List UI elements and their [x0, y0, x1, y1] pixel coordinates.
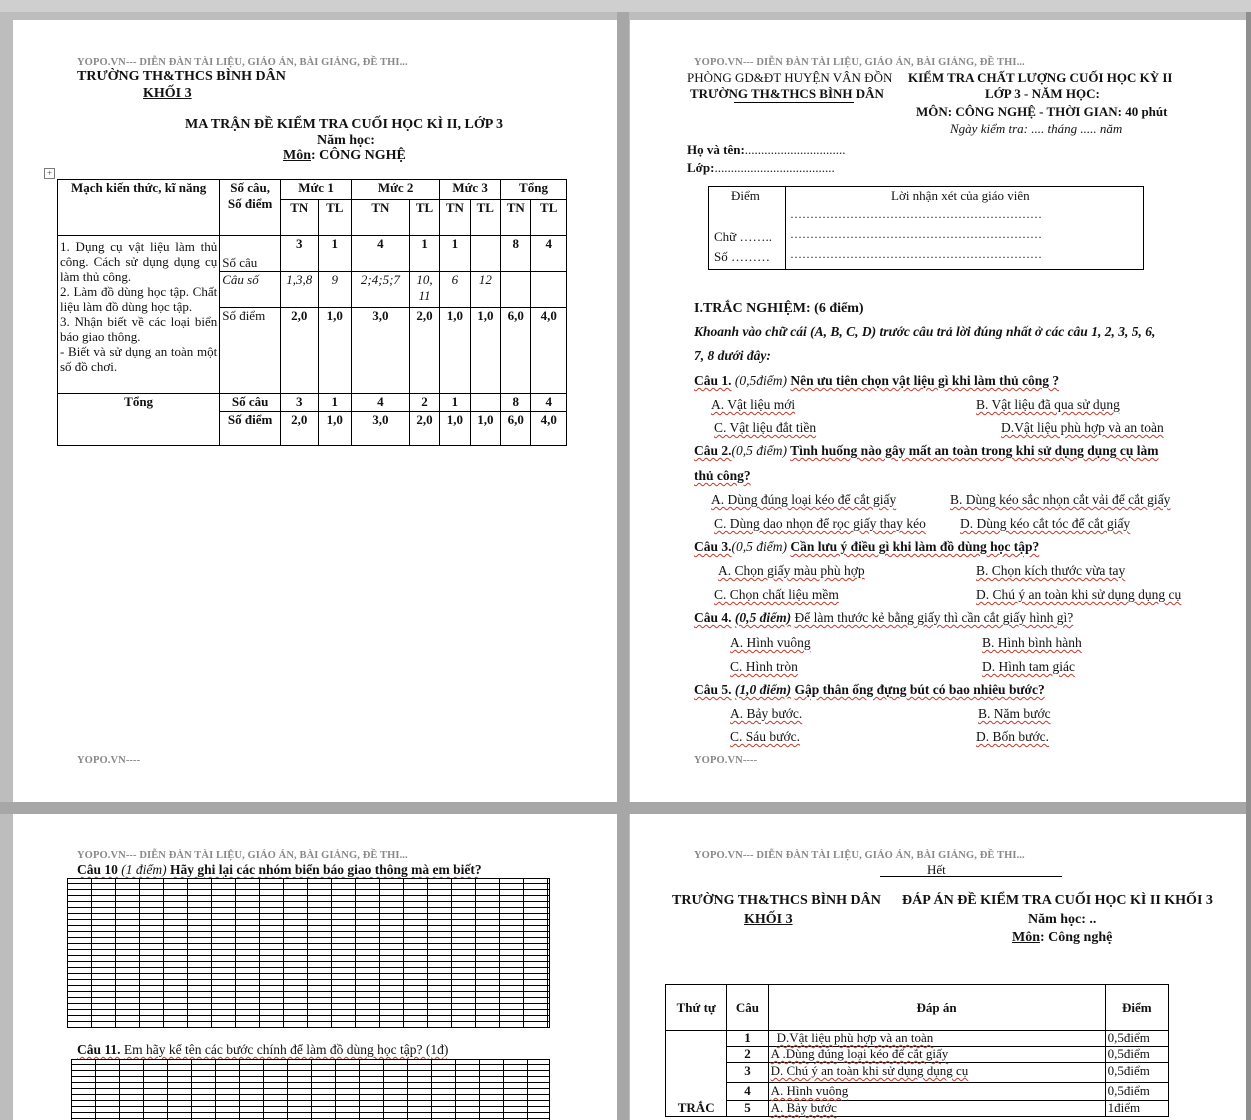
row-label: Số điểm — [220, 412, 281, 446]
option: D. Dùng kéo cắt tóc để cắt giấy — [960, 516, 1131, 531]
knowledge-item: 2. Làm đồ dùng học tập. Chất liệu làm đồ dùng học tập. — [60, 284, 218, 314]
score-words: Chữ …….. — [714, 229, 772, 244]
subject-line — [283, 148, 406, 164]
section-cell — [666, 1031, 727, 1117]
level-header: Mức 3 — [440, 180, 501, 200]
option: D.Vật liệu phù hợp và an toàn — [1001, 420, 1164, 435]
knowledge-item: 1. Dụng cụ vật liệu làm thủ công. Cách sử dụng dụng cụ làm thủ công. — [60, 239, 218, 284]
knowledge-item: 3. Nhận biết về các loại biển báo giao thông. — [60, 314, 218, 344]
school-year: Năm học: — [317, 133, 375, 148]
subject-label: Môn — [1012, 930, 1040, 945]
sub-header: TN — [281, 200, 319, 236]
option: C. Hình tròn — [730, 659, 798, 674]
option: A. Bảy bước. — [730, 706, 803, 721]
q-points: (1,0 điểm) — [734, 682, 792, 697]
cell: 8 — [501, 394, 531, 412]
school-name: TRƯỜNG TH&THCS BÌNH DÂN — [672, 893, 881, 908]
question-1 — [694, 373, 1059, 389]
comment-line: ……………………………………………………… — [790, 247, 1042, 261]
option: B. Dùng kéo sắc nhọn cắt vải để cắt giấy — [950, 492, 1171, 507]
sub-header: TL — [318, 200, 351, 236]
option: C. Vật liệu đắt tiền — [714, 420, 817, 435]
subject-line — [1012, 930, 1112, 946]
page-2 — [630, 20, 1246, 802]
subject-value: : CÔNG NGHỆ — [311, 148, 406, 163]
cell: 3 — [281, 236, 319, 272]
page-gap-horizontal — [0, 802, 1251, 814]
answer-text: D.Vật liệu phù hợp và an toàn — [768, 1031, 1105, 1047]
answer-num: 3 — [727, 1063, 768, 1083]
score-number: Số ……… — [714, 249, 770, 264]
cell: 2,0 — [281, 308, 319, 394]
cell: 1,0 — [470, 308, 500, 394]
question-5 — [694, 682, 1045, 698]
option: B. Chọn kích thước vừa tay — [976, 563, 1126, 578]
cell: 8 — [501, 236, 531, 272]
cell: 1 — [440, 236, 470, 272]
col-header: Thứ tự — [666, 985, 727, 1031]
answer-num: 1 — [727, 1031, 768, 1047]
option: A. Chọn giấy màu phù hợp — [718, 563, 865, 578]
question-11 — [77, 1042, 448, 1058]
cell: 2,0 — [409, 308, 439, 394]
answer-grid[interactable] — [71, 1059, 550, 1120]
option: D. Hình tam giác — [982, 659, 1075, 674]
row-label: Số điểm — [220, 308, 281, 394]
q-label: Câu 5. — [694, 682, 732, 697]
answer-title: ĐÁP ÁN ĐỀ KIỂM TRA CUỐI HỌC KÌ II KHỐI 3 — [902, 893, 1213, 908]
sub-header: TL — [409, 200, 439, 236]
col-header: Điểm — [1105, 985, 1168, 1031]
q-points: (0,5điểm) — [734, 373, 787, 388]
cell: 6,0 — [501, 308, 531, 394]
q-text: Để làm thước kẻ bằng giấy thì cần cắt giấy hình gì? — [794, 610, 1074, 625]
row-label: Số câu — [220, 236, 281, 272]
answer-grid[interactable] — [67, 878, 550, 1028]
answer-points: 0,5điểm — [1105, 1083, 1168, 1101]
right-edge — [1246, 12, 1251, 1120]
sub-header: TN — [352, 200, 410, 236]
level-header: Tổng — [501, 180, 567, 200]
department: PHÒNG GD&ĐT HUYỆN VÂN ĐỒN — [687, 70, 893, 85]
cell: 3,0 — [352, 308, 410, 394]
answer-text: D. Chú ý an toàn khi sử dụng dụng cụ — [768, 1063, 1105, 1083]
exam-date: Ngày kiểm tra: .... tháng ..... năm — [950, 121, 1123, 136]
q-points: (0,5 điểm) — [731, 539, 787, 554]
q-label: Câu 1. — [694, 373, 732, 388]
col-count: Số câu, Số điểm — [220, 180, 281, 236]
question-4 — [694, 610, 1073, 626]
grade-label: KHỐI 3 — [744, 912, 793, 927]
cell: 1 — [409, 236, 439, 272]
q-label: Câu 3. — [694, 539, 732, 554]
answer-num: 5 — [727, 1101, 768, 1117]
name-line — [687, 142, 846, 158]
answer-points: 0,5điểm — [1105, 1031, 1168, 1047]
subject-value: : Công nghệ — [1040, 930, 1113, 945]
cell: 1 — [318, 394, 351, 412]
page-footer: YOPO.VN---- — [77, 755, 141, 766]
cell: 1,0 — [470, 412, 500, 446]
page-header: YOPO.VN--- DIỄN ĐÀN TÀI LIỆU, GIÁO ÁN, BÀI GIẢNG, ĐỀ THI... — [694, 850, 1025, 861]
total-label: Tổng — [58, 394, 220, 446]
matrix-table — [57, 179, 567, 446]
level-header: Mức 1 — [281, 180, 352, 200]
option: C. Dùng dao nhọn để rọc giấy thay kéo — [714, 516, 926, 531]
end-marker: Hết — [927, 862, 946, 877]
q-points: (1 điểm) — [121, 862, 167, 877]
cell: 4,0 — [531, 308, 567, 394]
answer-num: 4 — [727, 1083, 768, 1101]
cell: 1 — [440, 394, 470, 412]
cell: 4,0 — [531, 412, 567, 446]
school-name: TRƯỜNG TH&THCS BÌNH DÂN — [77, 69, 286, 84]
exam-subject: MÔN: CÔNG NGHỆ - THỜI GIAN: 40 phút — [916, 104, 1168, 119]
score-box — [708, 186, 1144, 270]
answer-text: A .Dùng đúng loại kéo để cắt giấy — [768, 1047, 1105, 1063]
section-label: TRẮC — [677, 1100, 715, 1115]
q-text: Hãy ghi lại các nhóm biển báo giao thông mà em biết? — [170, 862, 482, 877]
cell: 6 — [440, 272, 470, 308]
cell — [501, 272, 531, 308]
name-label: Họ và tên: — [687, 142, 745, 157]
sub-header: TN — [501, 200, 531, 236]
exam-class: LỚP 3 - NĂM HỌC: — [985, 86, 1100, 101]
option: B. Hình bình hành — [982, 635, 1082, 650]
sub-header: TL — [470, 200, 500, 236]
q-label: Câu 4. — [694, 610, 732, 625]
option: D. Chú ý an toàn khi sử dụng dụng cụ — [976, 587, 1182, 602]
class-dots: ..................................... — [714, 160, 835, 175]
cell: 2;4;5;7 — [352, 272, 410, 308]
cell: 3,0 — [352, 412, 410, 446]
page-header: YOPO.VN--- DIỄN ĐÀN TÀI LIỆU, GIÁO ÁN, BÀI GIẢNG, ĐỀ THI... — [77, 850, 408, 861]
subject-label: Môn — [283, 148, 311, 163]
page-header: YOPO.VN--- DIỄN ĐÀN TÀI LIỆU, GIÁO ÁN, BÀI GIẢNG, ĐỀ THI... — [77, 57, 408, 68]
cell: 4 — [531, 394, 567, 412]
cell: 1,0 — [440, 308, 470, 394]
answer-text: A. Bảy bước — [768, 1101, 1105, 1117]
cell: 6,0 — [501, 412, 531, 446]
sub-header: TN — [440, 200, 470, 236]
page-header: YOPO.VN--- DIỄN ĐÀN TÀI LIỆU, GIÁO ÁN, BÀI GIẢNG, ĐỀ THI... — [694, 57, 1025, 68]
cell — [470, 236, 500, 272]
answer-table — [665, 984, 1169, 1117]
cell: 4 — [352, 236, 410, 272]
cell: 1,0 — [440, 412, 470, 446]
top-strip — [0, 0, 1251, 12]
q-label: Câu 2. — [694, 443, 732, 458]
row-label: Số câu — [220, 394, 281, 412]
option: A. Dùng đúng loại kéo để cắt giấy — [711, 492, 897, 507]
question-10 — [77, 862, 482, 878]
answer-text: A. Hình vuông — [768, 1083, 1105, 1101]
comment-line: ……………………………………………………… — [790, 227, 1042, 241]
cell: 4 — [531, 236, 567, 272]
page-4 — [630, 814, 1246, 1120]
q-text: Tình huống nào gây mất an toàn trong khi sử dụng dụng cụ làm — [790, 443, 1159, 458]
col-header: Câu — [727, 985, 768, 1031]
cell: 4 — [352, 394, 410, 412]
q-text-cont: thủ công? — [694, 468, 751, 483]
question-2 — [694, 443, 1159, 459]
answer-points: 1điểm — [1105, 1101, 1168, 1117]
knowledge-item: - Biết và sử dụng an toàn một số đồ chơi. — [60, 344, 218, 374]
q-points: (0,5 điểm) — [734, 610, 792, 625]
school-year: Năm học: .. — [1028, 912, 1097, 927]
cell: 1 — [318, 236, 351, 272]
name-dots: ............................... — [744, 142, 846, 157]
page-gap-vertical — [617, 12, 629, 1120]
instruction: 7, 8 dưới đây: — [694, 348, 771, 363]
answer-points: 0,5điểm — [1105, 1063, 1168, 1083]
cell — [531, 272, 567, 308]
cell: 1,3,8 — [281, 272, 319, 308]
knowledge-cell — [58, 236, 220, 394]
comment-line: ……………………………………………………… — [790, 207, 1042, 221]
cell: 2 — [409, 394, 439, 412]
cell: 3 — [281, 394, 319, 412]
option: C. Sáu bước. — [730, 729, 800, 744]
exam-title: KIỂM TRA CHẤT LƯỢNG CUỐI HỌC KỲ II — [908, 70, 1173, 85]
school-name: TRƯỜNG TH&THCS BÌNH DÂN — [690, 86, 884, 101]
cell: 1,0 — [318, 412, 351, 446]
q-points: (0,5 điểm) — [731, 443, 787, 458]
cell: 2,0 — [409, 412, 439, 446]
score-divider — [785, 187, 786, 269]
page-footer: YOPO.VN---- — [694, 755, 758, 766]
cell: 2,0 — [281, 412, 319, 446]
instruction: Khoanh vào chữ cái (A, B, C, D) trước câu trả lời đúng nhất ở các câu 1, 2, 3, 5, 6, — [694, 324, 1156, 339]
q-text: Cần lưu ý điều gì khi làm đồ dùng học tập? — [790, 539, 1040, 554]
grade-label: KHỐI 3 — [143, 86, 192, 101]
end-line — [880, 876, 1062, 877]
level-header: Mức 2 — [352, 180, 440, 200]
cell — [470, 394, 500, 412]
option: B. Vật liệu đã qua sử dụng — [976, 397, 1120, 412]
question-3 — [694, 539, 1039, 555]
option: C. Chọn chất liệu mềm — [714, 587, 839, 602]
score-label: Điểm — [731, 188, 760, 203]
cell: 12 — [470, 272, 500, 308]
sub-header: TL — [531, 200, 567, 236]
table-move-handle-icon[interactable]: + — [44, 168, 55, 179]
answer-points: 0,5điểm — [1105, 1047, 1168, 1063]
school-underline — [734, 102, 854, 103]
cell: 10, 11 — [409, 272, 439, 308]
page-3 — [13, 814, 617, 1120]
matrix-title: MA TRẬN ĐỀ KIỂM TRA CUỐI HỌC KÌ II, LỚP 3 — [185, 117, 504, 132]
col-knowledge: Mạch kiến thức, kĩ năng — [58, 180, 220, 236]
col-header: Đáp án — [768, 985, 1105, 1031]
option: B. Năm bước — [978, 706, 1051, 721]
cell: 9 — [318, 272, 351, 308]
q-label: Câu 10 — [77, 862, 118, 877]
cell: 1,0 — [318, 308, 351, 394]
page-1 — [13, 20, 617, 802]
answer-num: 2 — [727, 1047, 768, 1063]
q-text: Gập thân ống đựng bút có bao nhiêu bước? — [794, 682, 1045, 697]
q-text: Nên ưu tiên chọn vật liệu gì khi làm thủ công ? — [790, 373, 1060, 388]
option: D. Bốn bước. — [976, 729, 1049, 744]
class-label: Lớp: — [687, 160, 715, 175]
option: A. Vật liệu mới — [711, 397, 796, 412]
q-label: Câu 11. — [77, 1042, 121, 1057]
option: A. Hình vuông — [730, 635, 811, 650]
class-line — [687, 160, 835, 176]
section-title: I.TRẮC NGHIỆM: (6 điểm) — [694, 301, 864, 316]
comment-header: Lời nhận xét của giáo viên — [891, 188, 1030, 203]
q-text: Em hãy kể tên các bước chính để làm đồ dùng học tập? (1đ) — [123, 1042, 449, 1057]
row-label: Câu số — [220, 272, 281, 308]
